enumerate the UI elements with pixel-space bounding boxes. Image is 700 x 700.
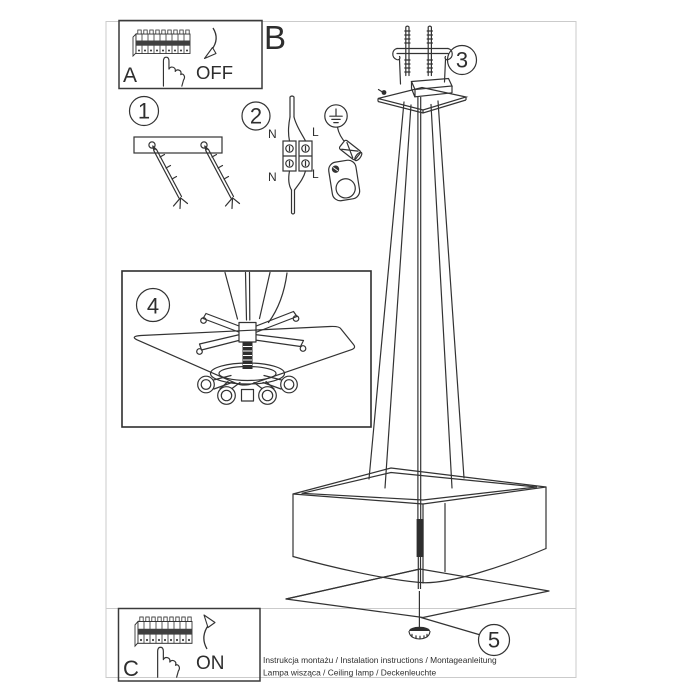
ground-symbol-icon bbox=[325, 105, 347, 127]
step2-number: 2 bbox=[249, 103, 263, 129]
arrow-down-icon bbox=[205, 28, 217, 59]
step4-detail-box bbox=[122, 271, 371, 427]
screw-left bbox=[153, 146, 188, 209]
step5-callout bbox=[421, 618, 510, 656]
wire-label-n-bottom: N bbox=[268, 170, 277, 184]
supply-cable bbox=[288, 96, 305, 141]
footer-line1: Instrukcja montażu / Instalation instructions / Montageanleitung bbox=[263, 655, 497, 665]
pointing-hand-icon bbox=[163, 57, 184, 86]
shade-top-rim-inner bbox=[302, 473, 537, 501]
circuit-breaker-icon bbox=[133, 30, 190, 56]
step1-mounting-bracket bbox=[130, 97, 240, 209]
panel-a-label: A bbox=[123, 64, 138, 87]
panel-c-label: C bbox=[123, 656, 139, 681]
panel-power-off bbox=[119, 21, 262, 89]
ground-clamp bbox=[328, 140, 364, 202]
step4-number: 4 bbox=[146, 293, 160, 319]
wire-label-l-top: L bbox=[312, 125, 319, 139]
keyhole-slots bbox=[149, 142, 207, 150]
step5-number: 5 bbox=[487, 627, 501, 653]
section-b-label: B bbox=[264, 19, 287, 56]
panel-power-on bbox=[119, 609, 261, 682]
arrow-up-icon bbox=[204, 615, 215, 649]
step2-wiring bbox=[242, 96, 363, 214]
step3-canopy bbox=[378, 26, 477, 113]
footer-text bbox=[263, 655, 497, 678]
finial-knob bbox=[409, 627, 430, 639]
circuit-breaker-icon bbox=[135, 617, 192, 646]
footer-line2: Lampa wisząca / Ceiling lamp / Deckenleuchte bbox=[263, 667, 437, 678]
ceiling-canopy bbox=[378, 79, 466, 114]
pointing-hand-icon bbox=[158, 647, 180, 677]
suspension-wires bbox=[369, 101, 464, 488]
step3-number: 3 bbox=[455, 47, 469, 73]
off-label: OFF bbox=[196, 62, 233, 83]
on-label: ON bbox=[196, 653, 225, 674]
lamp-cable bbox=[289, 171, 306, 214]
screw-right bbox=[205, 146, 240, 209]
diffuser-panel bbox=[286, 569, 549, 618]
wire-label-l-bottom: L bbox=[312, 167, 319, 181]
step1-number: 1 bbox=[137, 98, 151, 124]
wire-label-n-top: N bbox=[268, 127, 277, 141]
terminal-block bbox=[283, 141, 312, 171]
center-cable bbox=[418, 97, 421, 519]
mounting-bolts bbox=[405, 26, 433, 75]
threaded-rod bbox=[243, 342, 253, 369]
